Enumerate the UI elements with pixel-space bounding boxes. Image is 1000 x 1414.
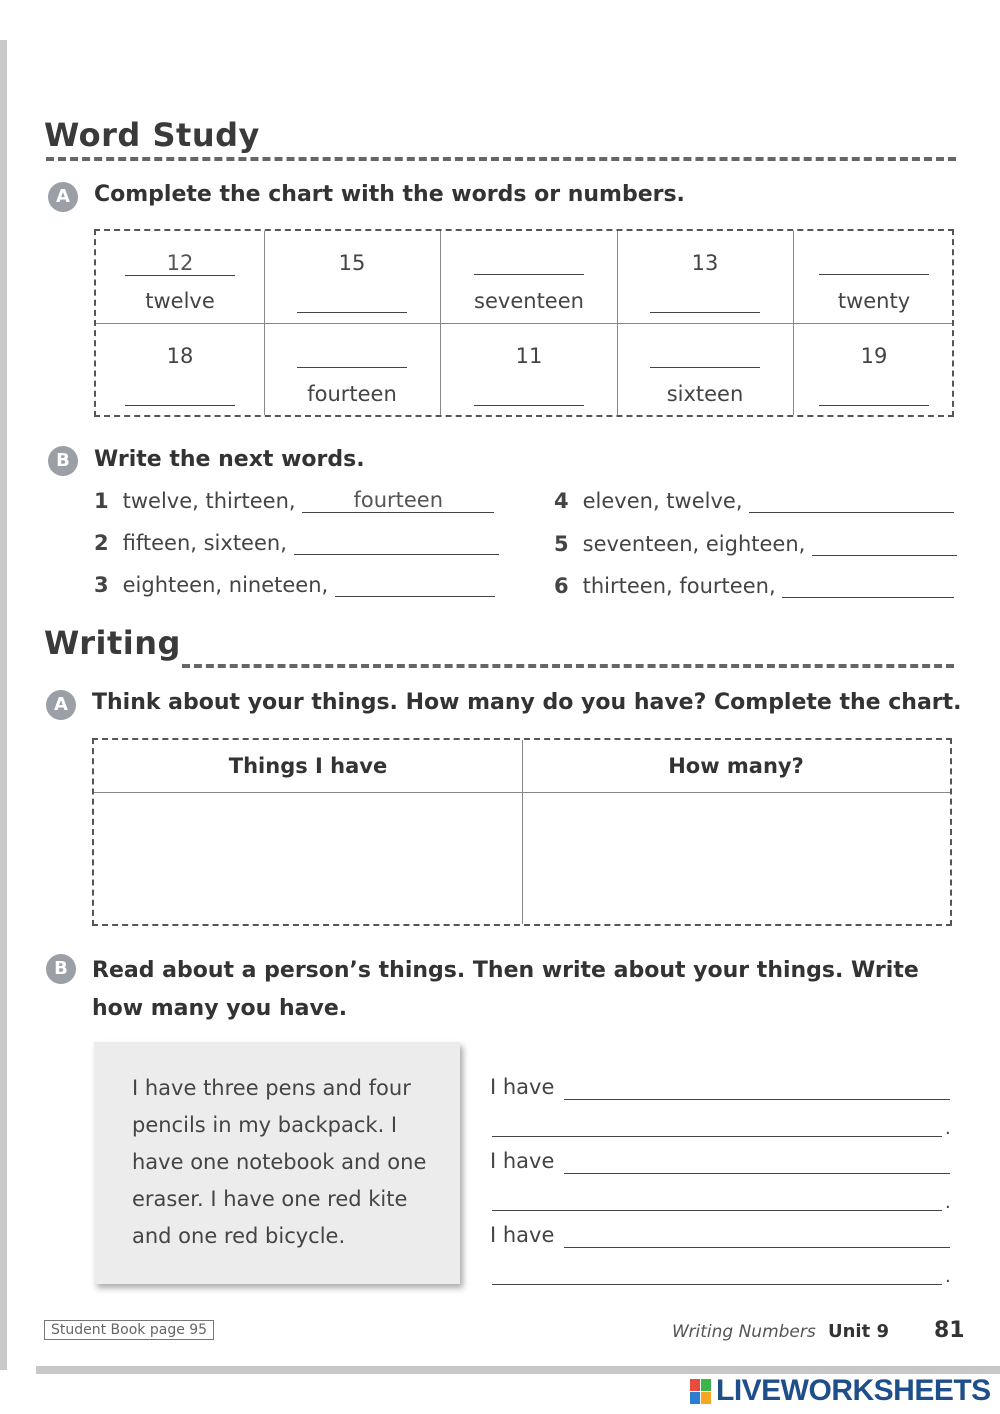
answer-line[interactable] xyxy=(812,532,957,556)
badge-a: A xyxy=(48,182,78,212)
column-header-things: Things I have xyxy=(228,754,388,778)
cell-number: 15 xyxy=(338,251,366,275)
chart-cell xyxy=(264,231,440,324)
how-many-input-area[interactable] xyxy=(523,794,950,924)
instruction-writing-a: Think about your things. How many do you have? Complete the chart. xyxy=(92,690,962,715)
answer-line[interactable]: fourteen xyxy=(302,489,494,513)
instruction-writing-b: Read about a person’s things. Then write about your things. Write how many you have. xyxy=(92,958,919,1021)
writing-line[interactable] xyxy=(564,1173,950,1174)
things-chart xyxy=(92,738,952,926)
answer-blank[interactable] xyxy=(474,382,584,406)
badge-b: B xyxy=(46,954,76,984)
section-title-writing: Writing xyxy=(44,624,181,662)
list-item: 6 thirteen, fourteen, xyxy=(554,574,954,598)
answer-line[interactable] xyxy=(294,531,499,555)
instruction-a: Complete the chart with the words or numbers. xyxy=(94,182,685,207)
cell-number: 13 xyxy=(691,251,719,275)
number-word-chart xyxy=(94,229,954,417)
cell-word: twenty xyxy=(837,289,911,313)
answer-blank[interactable] xyxy=(819,382,929,406)
chart-cell xyxy=(92,231,268,324)
chart-cell xyxy=(264,324,440,417)
chart-cell xyxy=(786,231,962,324)
student-book-ref: Student Book page 95 xyxy=(44,1320,214,1340)
reading-box xyxy=(94,1042,460,1284)
writing-line[interactable] xyxy=(564,1247,950,1248)
answer-blank[interactable] xyxy=(474,251,584,275)
section-rule xyxy=(46,157,956,161)
answer-blank[interactable] xyxy=(650,289,760,313)
answer-blank[interactable] xyxy=(819,251,929,275)
page-left-edge xyxy=(0,40,7,1370)
chart-cell xyxy=(92,324,268,417)
answer-blank[interactable] xyxy=(125,382,235,406)
cell-word: sixteen xyxy=(666,382,744,406)
i-have-label: I have xyxy=(490,1149,555,1173)
cell-number: 18 xyxy=(166,344,194,368)
reading-text: I have three pens and four pencils in my backpack. I have one notebook and one eraser. I have one red kite and one red bicycle. xyxy=(132,1076,427,1248)
answer-line[interactable] xyxy=(749,489,954,513)
list-item: 4 eleven, twelve, xyxy=(554,489,954,513)
i-have-label: I have xyxy=(490,1075,555,1099)
things-input-area[interactable] xyxy=(94,794,522,924)
badge-a: A xyxy=(46,690,76,720)
cell-word: seventeen xyxy=(474,289,584,313)
unit-label: Unit 9 xyxy=(828,1321,889,1342)
writing-line[interactable] xyxy=(492,1284,942,1285)
page-number: 81 xyxy=(934,1318,965,1343)
writing-line[interactable] xyxy=(492,1210,942,1211)
list-item: 3 eighteen, nineteen, xyxy=(94,573,495,597)
liveworksheets-brand: LIVEWORKSHEETS xyxy=(716,1374,991,1407)
list-item: 1 twelve, thirteen, fourteen xyxy=(94,489,494,513)
answer-line[interactable] xyxy=(335,573,495,597)
cell-word: twelve xyxy=(145,289,215,313)
answer-blank[interactable] xyxy=(297,344,407,368)
liveworksheets-logo-icon xyxy=(690,1379,712,1405)
list-item: 5 seventeen, eighteen, xyxy=(554,532,957,556)
chart-cell xyxy=(441,324,617,417)
footer-title: Writing Numbers xyxy=(672,1322,816,1342)
answer-line[interactable] xyxy=(782,574,954,598)
cell-number: 11 xyxy=(515,344,543,368)
period: . xyxy=(945,1192,951,1213)
answer-blank[interactable] xyxy=(650,344,760,368)
i-have-label: I have xyxy=(490,1223,555,1247)
list-item: 2 fifteen, sixteen, xyxy=(94,531,499,555)
writing-line[interactable] xyxy=(492,1136,942,1137)
instruction-b: Write the next words. xyxy=(94,447,365,472)
period: . xyxy=(945,1118,951,1139)
writing-line[interactable] xyxy=(564,1099,950,1100)
chart-cell xyxy=(617,231,793,324)
section-rule xyxy=(182,664,954,668)
chart-cell xyxy=(617,324,793,417)
period: . xyxy=(945,1266,951,1287)
column-header-how-many: How many? xyxy=(668,754,804,778)
cell-word: fourteen xyxy=(307,382,397,406)
page-bottom-edge xyxy=(36,1366,1000,1374)
cell-number: 19 xyxy=(860,344,888,368)
answer-number[interactable]: 12 xyxy=(125,251,235,276)
badge-b: B xyxy=(48,446,78,476)
chart-cell xyxy=(786,324,962,417)
chart-cell xyxy=(441,231,617,324)
section-title-word-study: Word Study xyxy=(44,116,260,154)
answer-blank[interactable] xyxy=(297,289,407,313)
